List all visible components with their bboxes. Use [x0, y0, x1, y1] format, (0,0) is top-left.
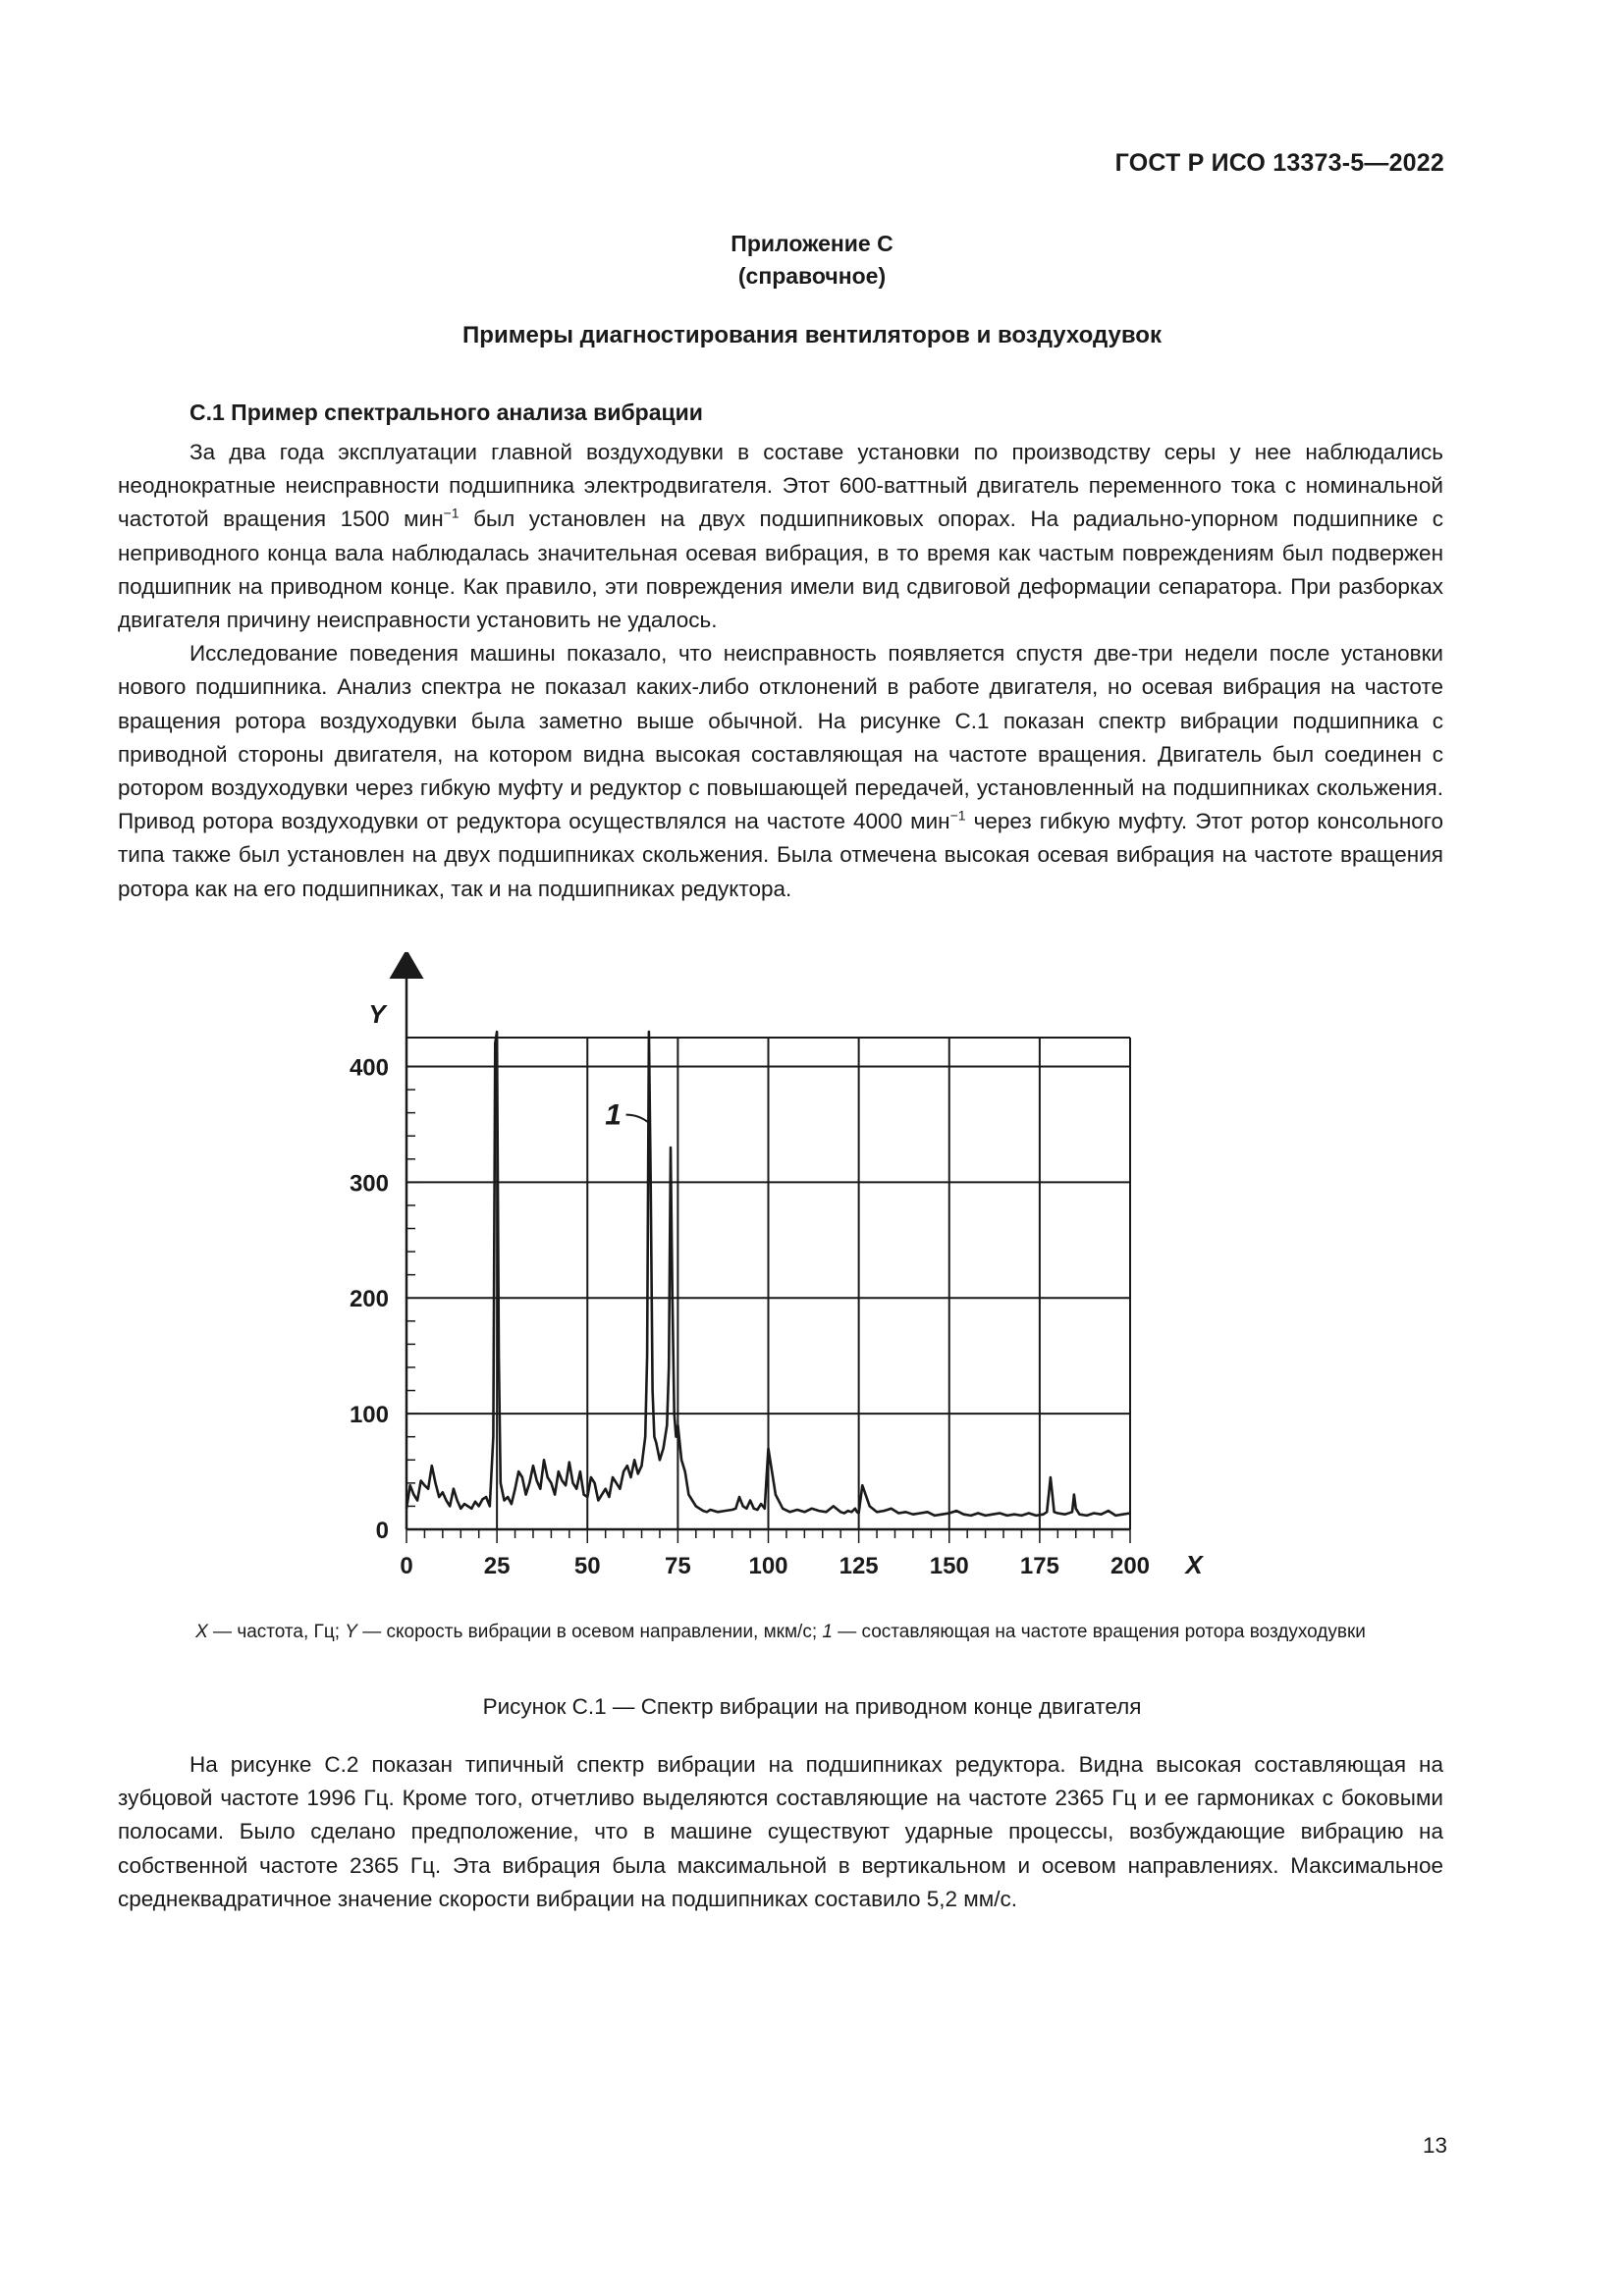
body-text-lower [118, 1748, 1443, 1916]
page-number: 13 [1422, 2133, 1447, 2158]
x-tick-label: 100 [748, 1553, 788, 1579]
figure-c1 [334, 952, 1257, 1600]
legend-x-text: — частота, Гц; [207, 1622, 346, 1642]
legend-x-symbol: X [195, 1622, 208, 1642]
y-tick-label: 200 [349, 1286, 389, 1313]
paragraph-2 [118, 637, 1443, 906]
annotation-1-label: 1 [605, 1098, 622, 1132]
document-header-code: ГОСТ Р ИСО 13373-5—2022 [1114, 149, 1444, 177]
vibration-spectrum-chart [334, 952, 1257, 1600]
legend-y-text: — скорость вибрации в осевом направлении, мкм/с; [356, 1622, 823, 1642]
x-tick-label: 150 [929, 1553, 969, 1579]
annex-status: (справочное) [737, 263, 887, 289]
paragraph-2-text-a: Исследование поведения машины показало, что неисправность появляется спустя две-три недели после установки нового подшипника. Анализ спектра не показал каких-либо отклонений в работе двигателя, но осевая вибрация на частоте вращения ротора воздуходувки была заметно выше обычной. На рисунке C.1 показан спектр вибрации подшипника с приводной стороны двигателя, на котором видна высокая составляющая на частоте вращения. Двигатель был соединен с ротором воздуходувки через гибкую муфту и редуктор с повышающей передачей, установленный на подшипниках скольжения. Привод ротора воздуходувки от редуктора осуществлялся на частоте 4000 мин [118, 641, 1443, 834]
x-tick-label: 0 [400, 1553, 413, 1579]
legend-y-symbol: Y [345, 1622, 357, 1642]
x-tick-label: 50 [573, 1553, 601, 1579]
section-title: Примеры диагностирования вентиляторов и воздуходувок [462, 322, 1162, 348]
paragraph-1-superscript: −1 [443, 505, 460, 521]
annex-heading [0, 228, 1624, 293]
x-tick-label: 25 [483, 1553, 511, 1579]
annex-title: Приложение C [731, 231, 893, 256]
y-tick-label: 300 [349, 1170, 389, 1198]
figure-legend [118, 1620, 1443, 1644]
y-tick-label: 0 [375, 1518, 389, 1544]
x-tick-label: 175 [1019, 1553, 1059, 1579]
legend-1-symbol: 1 [822, 1622, 833, 1642]
paragraph-1-text-a: За два года эксплуатации главной воздуходувки в составе установки по производству серы у нее наблюдались неоднократные неисправности подшипника электродвигателя. Этот 600-ваттный двигатель переменного тока с номинальной частотой вращения 1500 мин [118, 440, 1443, 532]
paragraph-2-superscript: −1 [949, 807, 966, 824]
y-axis-label: Y [368, 999, 386, 1029]
subsection-title: C.1 Пример спектрального анализа вибрации [189, 400, 703, 425]
paragraph-1 [118, 436, 1443, 637]
x-tick-label: 200 [1110, 1553, 1151, 1579]
annotation-1-leader [626, 1115, 649, 1123]
body-text-upper [118, 436, 1443, 906]
paragraph-3: На рисунке C.2 показан типичный спектр вибрации на подшипниках редуктора. Видна высокая составляющая на зубцовой частоте 1996 Гц. Кроме того, отчетливо выделяются составляющие на частоте 2365 Гц и ее гармониках с боковыми полосами. Было сделано предположение, что в машине существуют ударные процессы, возбуждающие вибрацию на собственной частоте 2365 Гц. Эта вибрация была максимальной в вертикальном и осевом направлениях. Максимальное среднеквадратичное значение скорости вибрации на подшипниках составило 5,2 мм/с. [118, 1752, 1443, 1911]
paragraph-1-text-b: был установлен на двух подшипниковых опорах. На радиально-упорном подшипнике с неприводного конца вала наблюдалась значительная осевая вибрация, в то время как частым повреждениям был подвержен подшипник на приводном конце. Как правило, эти повреждения имели вид сдвиговой деформации сепаратора. При разборках двигателя причину неисправности установить не удалось. [118, 507, 1443, 633]
x-tick-label: 125 [839, 1553, 879, 1579]
x-tick-label: 75 [665, 1553, 691, 1579]
x-axis-label: X [1185, 1550, 1203, 1579]
legend-1-text: — составляющая на частоте вращения ротора воздуходувки [832, 1622, 1366, 1642]
figure-caption: Рисунок C.1 — Спектр вибрации на приводном конце двигателя [482, 1694, 1142, 1719]
y-tick-label: 400 [349, 1054, 389, 1082]
y-tick-label: 100 [349, 1402, 389, 1429]
paragraph-2-text-b: через гибкую муфту. Этот ротор консольного типа также был установлен на двух подшипниках скольжения. Была отмечена высокая осевая вибрация на частоте вращения ротора как на его подшипниках, так и на подшипниках редуктора. [118, 809, 1443, 901]
